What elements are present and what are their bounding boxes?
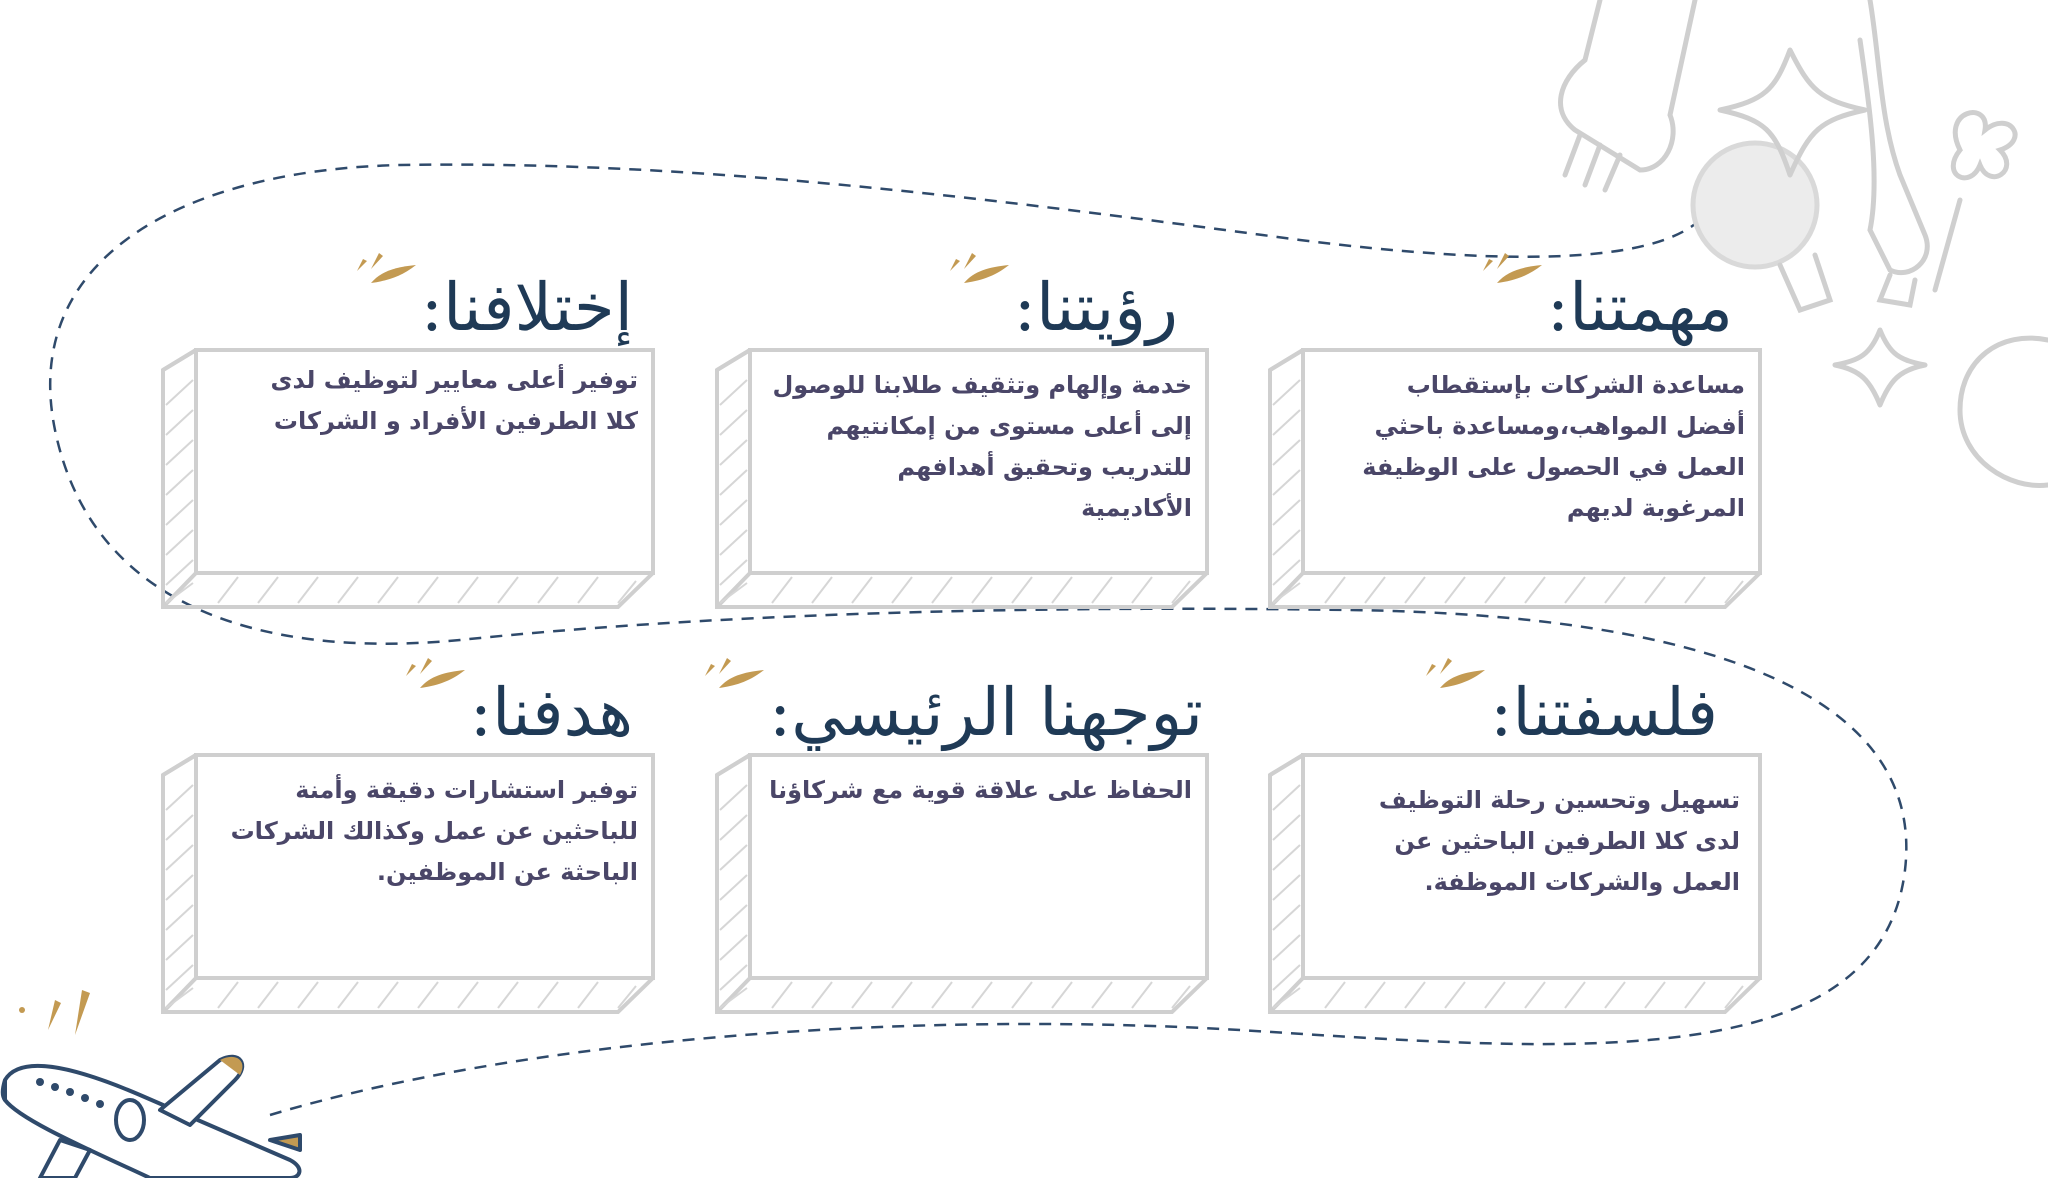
accent-mark-icon [400,654,470,694]
heading-main-direction [769,674,1203,751]
heading-difference [420,269,633,346]
heading-vision-text: رؤيتنا: [1013,269,1178,346]
card-vision-body: خدمة وإلهام وتثقيف طلابنا للوصول إلى أعلى مستوى من إمكانتيهم للتدريب وتحقيق أهدافهم الأكاديمية [772,371,1192,522]
card-philosophy-body: تسهيل وتحسين رحلة التوظيف لدى كلا الطرفين الباحثين عن العمل والشركات الموظفة. [1378,786,1740,896]
accent-mark-icon [351,249,421,289]
heading-mission [1546,269,1733,346]
accent-mark-icon [1420,654,1490,694]
airplane-icon [3,1057,300,1178]
card-main-direction-body: الحفاظ على علاقة قوية مع شركاؤنا [769,776,1192,804]
card-difference-body: توفير أعلى معايير لتوظيف لدى كلا الطرفين الأفراد و الشركات [270,366,638,435]
heading-philosophy [1490,674,1718,751]
accent-mark-icon [699,654,769,694]
accent-mark-icon [19,990,90,1035]
accent-mark-icon [1477,249,1547,289]
accent-mark-icon [944,249,1014,289]
card-difference [158,345,658,610]
card-main-direction [712,750,1212,1015]
card-goal [158,750,658,1015]
card-goal-body: توفير استشارات دقيقة وأمنة للباحثين عن عمل وكذالك الشركات الباحثة عن الموظفين. [230,776,638,886]
card-mission-body: مساعدة الشركات بإستقطاب أفضل المواهب،ومساعدة باحثي العمل في الحصول على الوظيفة المرغوبة لديهم [1362,371,1745,522]
heading-goal [469,674,633,751]
heading-mission-text: مهمتنا: [1546,269,1733,346]
heading-vision [1013,269,1178,346]
heading-goal-text: هدفنا: [469,674,633,751]
card-mission [1265,345,1765,610]
heading-difference-text: إختلافنا: [420,269,633,346]
card-philosophy [1265,750,1765,1015]
heading-philosophy-text: فلسفتنا: [1490,674,1718,751]
card-vision [712,345,1212,610]
heading-main-direction-text: توجهنا الرئيسي: [769,674,1203,751]
